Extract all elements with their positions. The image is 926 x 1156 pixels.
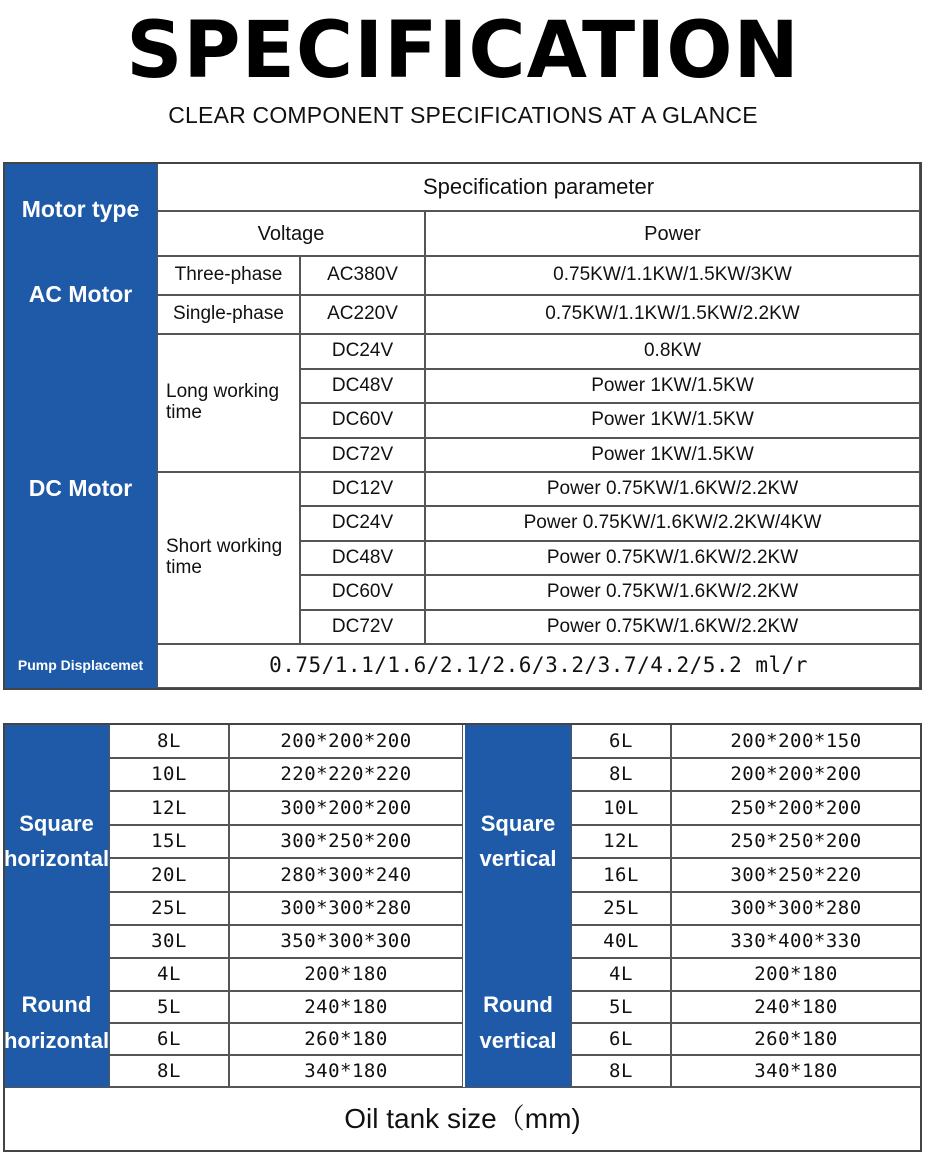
tank-capacity-cell: 20L (109, 858, 229, 892)
tank-capacity-cell: 25L (109, 892, 229, 925)
round-vertical-label: Round vertical (465, 958, 571, 1087)
tank-size-cell: 300*250*220 (671, 858, 921, 892)
round-horizontal-label: Round horizontal (4, 958, 109, 1087)
tank-size-cell: 260*180 (671, 1023, 921, 1055)
tank-size-cell: 280*300*240 (229, 858, 463, 892)
dc-long-working-label: Long working time (157, 334, 300, 472)
tank-capacity-cell: 8L (109, 1055, 229, 1087)
tank-capacity-cell: 5L (571, 991, 671, 1023)
spec-table-frame (3, 162, 922, 690)
tank-capacity-cell: 12L (109, 791, 229, 825)
dc-voltage-cell: DC48V (300, 541, 425, 575)
dc-voltage-cell: DC24V (300, 506, 425, 541)
tank-capacity-cell: 8L (109, 724, 229, 758)
tank-size-cell: 250*250*200 (671, 825, 921, 858)
dc-power-cell: Power 0.75KW/1.6KW/2.2KW/4KW (425, 506, 920, 541)
tank-size-cell: 200*180 (229, 958, 463, 991)
tank-capacity-cell: 15L (109, 825, 229, 858)
tank-table-frame (3, 723, 922, 1152)
ac-voltage-cell: AC220V (300, 295, 425, 334)
dc-power-cell: Power 0.75KW/1.6KW/2.2KW (425, 610, 920, 644)
ac-phase-cell: Three-phase (157, 256, 300, 295)
dc-voltage-cell: DC60V (300, 575, 425, 610)
tank-capacity-cell: 6L (571, 1023, 671, 1055)
tank-capacity-cell: 10L (571, 791, 671, 825)
dc-voltage-cell: DC12V (300, 472, 425, 506)
tank-capacity-cell: 8L (571, 1055, 671, 1087)
dc-voltage-cell: DC72V (300, 438, 425, 472)
dc-voltage-cell: DC60V (300, 403, 425, 438)
ac-power-cell: 0.75KW/1.1KW/1.5KW/2.2KW (425, 295, 920, 334)
dc-voltage-cell: DC24V (300, 334, 425, 369)
tank-capacity-cell: 4L (571, 958, 671, 991)
dc-power-cell: Power 0.75KW/1.6KW/2.2KW (425, 541, 920, 575)
tank-capacity-cell: 5L (109, 991, 229, 1023)
dc-power-cell: 0.8KW (425, 334, 920, 369)
dc-voltage-cell: DC48V (300, 369, 425, 403)
spec-parameter-header: Specification parameter (157, 163, 920, 211)
tank-size-cell: 220*220*220 (229, 758, 463, 791)
page-subtitle: CLEAR COMPONENT SPECIFICATIONS AT A GLANCE (168, 102, 758, 128)
tank-capacity-cell: 6L (109, 1023, 229, 1055)
tank-capacity-cell: 30L (109, 925, 229, 958)
tank-size-cell: 240*180 (671, 991, 921, 1023)
tank-size-cell: 340*180 (671, 1055, 921, 1087)
ac-power-cell: 0.75KW/1.1KW/1.5KW/3KW (425, 256, 920, 295)
voltage-header: Voltage (157, 211, 425, 256)
tank-size-cell: 250*200*200 (671, 791, 921, 825)
tank-size-cell: 200*200*150 (671, 724, 921, 758)
ac-voltage-cell: AC380V (300, 256, 425, 295)
power-header: Power (425, 211, 920, 256)
tank-capacity-cell: 6L (571, 724, 671, 758)
tank-capacity-cell: 16L (571, 858, 671, 892)
tank-size-cell: 300*300*280 (671, 892, 921, 925)
tank-size-cell: 200*200*200 (229, 724, 463, 758)
pump-displacement-label: Pump Displacemet (4, 644, 157, 688)
dc-short-working-label: Short working time (157, 472, 300, 644)
dc-power-cell: Power 0.75KW/1.6KW/2.2KW (425, 472, 920, 506)
dc-power-cell: Power 1KW/1.5KW (425, 438, 920, 472)
tank-size-cell: 260*180 (229, 1023, 463, 1055)
tank-size-cell: 300*200*200 (229, 791, 463, 825)
dc-motor-label: DC Motor (4, 334, 157, 644)
dc-power-cell: Power 1KW/1.5KW (425, 403, 920, 438)
pump-displacement-value: 0.75/1.1/1.6/2.1/2.6/3.2/3.7/4.2/5.2 ml/r (157, 644, 920, 688)
tank-size-cell: 240*180 (229, 991, 463, 1023)
tank-size-cell: 200*180 (671, 958, 921, 991)
dc-power-cell: Power 0.75KW/1.6KW/2.2KW (425, 575, 920, 610)
motor-type-header: Motor type (4, 163, 157, 256)
tank-capacity-cell: 12L (571, 825, 671, 858)
tank-capacity-cell: 4L (109, 958, 229, 991)
tank-size-cell: 350*300*300 (229, 925, 463, 958)
tank-capacity-cell: 10L (109, 758, 229, 791)
tank-size-cell: 300*250*200 (229, 825, 463, 858)
dc-power-cell: Power 1KW/1.5KW (425, 369, 920, 403)
square-vertical-label: Square vertical (465, 724, 571, 958)
tank-capacity-cell: 40L (571, 925, 671, 958)
ac-phase-cell: Single-phase (157, 295, 300, 334)
tank-capacity-cell: 25L (571, 892, 671, 925)
tank-size-cell: 340*180 (229, 1055, 463, 1087)
oil-tank-size-caption: Oil tank size（mm) (4, 1087, 921, 1151)
tank-capacity-cell: 8L (571, 758, 671, 791)
tank-size-cell: 330*400*330 (671, 925, 921, 958)
tank-size-cell: 200*200*200 (671, 758, 921, 791)
square-horizontal-label: Square horizontal (4, 724, 109, 958)
dc-voltage-cell: DC72V (300, 610, 425, 644)
tank-size-cell: 300*300*280 (229, 892, 463, 925)
page-title: SPECIFICATION (126, 6, 800, 96)
ac-motor-label: AC Motor (4, 256, 157, 334)
